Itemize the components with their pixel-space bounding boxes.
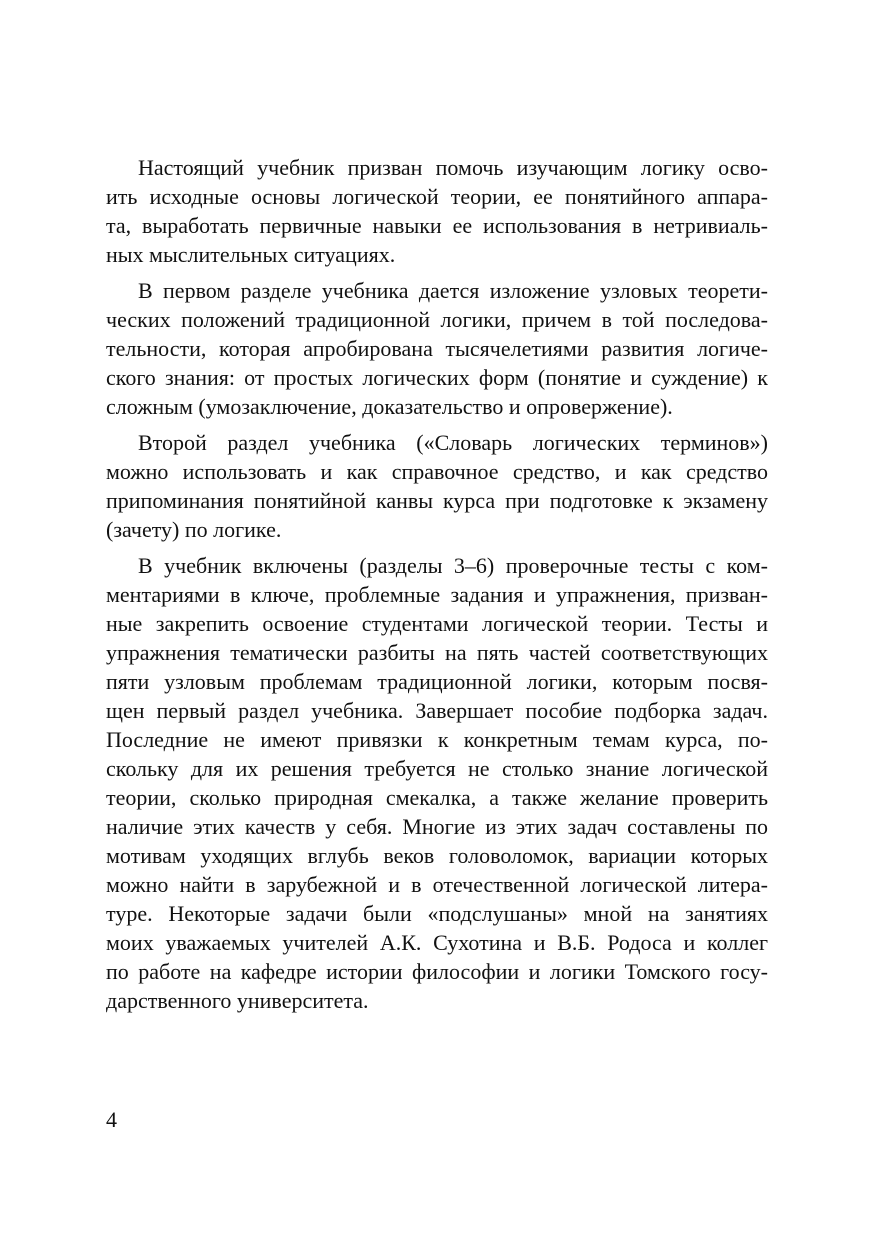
paragraph-spacer bbox=[106, 421, 768, 428]
text-line: тельности, которая апробирована тысячелетиями развития логиче- bbox=[106, 336, 768, 361]
text-line: скольку для их решения требуется не столько знание логической bbox=[106, 756, 768, 781]
text-line: ческих положений традиционной логики, причем в той последова- bbox=[106, 307, 768, 332]
text-line: В первом разделе учебника дается изложение узловых теорети- bbox=[138, 278, 768, 303]
text-line: дарственного университета. bbox=[106, 988, 369, 1013]
text-line: (зачету) по логике. bbox=[106, 517, 282, 542]
text-line: ные закрепить освоение студентами логической теории. Тесты и bbox=[106, 611, 768, 636]
paragraph bbox=[106, 551, 768, 1015]
text-line: упражнения тематически разбиты на пять частей соответствующих bbox=[106, 640, 768, 665]
text-line: пяти узловым проблемам традиционной логики, которым посвя- bbox=[106, 669, 768, 694]
text-line: ных мыслительных ситуациях. bbox=[106, 242, 396, 267]
text-line: можно использовать и как справочное средство, и как средство bbox=[106, 459, 768, 484]
text-line: мотивам уходящих вглубь веков головоломок, вариации которых bbox=[106, 843, 768, 868]
paragraph-spacer bbox=[106, 269, 768, 276]
text-line: по работе на кафедре истории философии и логики Томского госу- bbox=[106, 959, 768, 984]
text-line: теории, сколько природная смекалка, а также желание проверить bbox=[106, 785, 768, 810]
text-line: Последние не имеют привязки к конкретным темам курса, по- bbox=[106, 727, 768, 752]
text-line: припоминания понятийной канвы курса при подготовке к экзамену bbox=[106, 488, 768, 513]
text-line: ить исходные основы логической теории, ее понятийного аппара- bbox=[106, 184, 768, 209]
text-line: сложным (умозаключение, доказательство и опровержение). bbox=[106, 394, 673, 419]
text-line: туре. Некоторые задачи были «подслушаны» мной на занятиях bbox=[106, 901, 768, 926]
page-number: 4 bbox=[106, 1107, 117, 1132]
text-line: ского знания: от простых логических форм (понятие и суждение) к bbox=[106, 365, 768, 390]
text-line: можно найти в зарубежной и в отечественной логической литера- bbox=[106, 872, 768, 897]
text-line: моих уважаемых учителей А.К. Сухотина и В.Б. Родоса и коллег bbox=[106, 930, 768, 955]
text-line: щен первый раздел учебника. Завершает пособие подборка задач. bbox=[106, 698, 768, 723]
text-line: Второй раздел учебника («Словарь логических терминов») bbox=[138, 430, 768, 455]
text-line: В учебник включены (разделы 3–6) проверочные тесты с ком- bbox=[138, 553, 768, 578]
paragraph-spacer bbox=[106, 544, 768, 551]
text-line: ментариями в ключе, проблемные задания и упражнения, призван- bbox=[106, 582, 768, 607]
text-line: Настоящий учебник призван помочь изучающим логику осво- bbox=[138, 155, 768, 180]
paragraph bbox=[106, 428, 768, 544]
text-line: та, выработать первичные навыки ее использования в нетривиаль- bbox=[106, 213, 768, 238]
body-text bbox=[106, 153, 768, 1015]
paragraph bbox=[106, 153, 768, 269]
paragraph bbox=[106, 276, 768, 421]
text-line: наличие этих качеств у себя. Многие из этих задач составлены по bbox=[106, 814, 768, 839]
